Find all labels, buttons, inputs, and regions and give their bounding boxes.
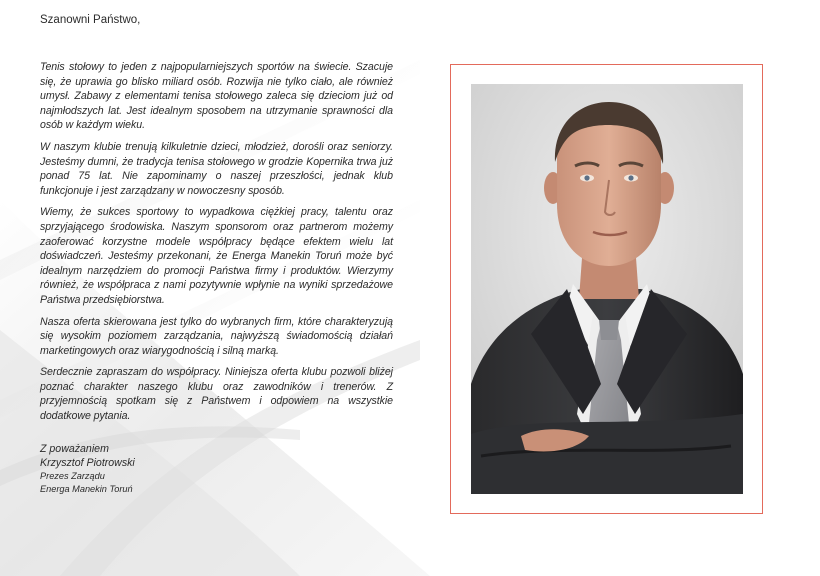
portrait-frame <box>450 64 763 514</box>
portrait-photo <box>471 84 743 494</box>
paragraph-5: Serdecznie zapraszam do współpracy. Niniejsza oferta klubu pozwoli bliżej poznać charakter naszego klubu oraz zawodników i trenerów. Z przyjemnością spotkam się z Państwem i odpowiem na wszystkie dodatkowe pytania. <box>40 366 393 423</box>
portrait-illustration <box>471 84 743 494</box>
signer-title: Prezes Zarządu <box>40 470 105 481</box>
paragraph-3: Wiemy, że sukces sportowy to wypadkowa ciężkiej pracy, talentu oraz sprzyjającego środowiska. Naszym sponsorom oraz partnerom możemy zaoferować korzystne modele współpracy będące efektem wielu lat doświadczeń. Jesteśmy przekonani, że Energa Manekin Toruń może być idealnym narzędziem do promocji Państwa firmy i produktów. Wierzymy również, że współpraca z nami pozytywnie wpłynie na wyniki sprzedażowe Państwa przedsiębiorstwa. <box>40 206 393 306</box>
signer-name: Krzysztof Piotrowski <box>40 456 135 469</box>
signature-block <box>40 442 393 496</box>
salutation: Szanowni Państwo, <box>40 14 141 26</box>
letter-body <box>40 14 393 496</box>
closing: Z poważaniem <box>40 442 109 455</box>
signer-org: Energa Manekin Toruń <box>40 483 133 494</box>
paragraph-2: W naszym klubie trenują kilkuletnie dzieci, młodzież, dorośli oraz seniorzy. Jesteśmy dumni, że tradycja tenisa stołowego w grodzie Kopernika trwa już ponad 75 lat. Nie zapominamy o naszej przeszłości, jednak klub funkcjonuje i jest zarządzany w nowoczesny sposób. <box>40 140 393 197</box>
paragraph-1: Tenis stołowy to jeden z najpopularniejszych sportów na świecie. Szacuje się, że uprawia go blisko miliard osób. Rozwija nie tylko ciało, ale również umysł. Zabawy z elementami tenisa stołowego zaleca się dzieciom już od najmłodszych lat. Jest idealnym sposobem na utrzymanie sprawności dla osób w każdym wieku. <box>40 61 393 132</box>
paragraph-4: Nasza oferta skierowana jest tylko do wybranych firm, które charakteryzują się wysokim poziomem zarządzania, najwyższą świadomością działań marketingowych oraz wiarygodnością i silną marką. <box>40 315 393 357</box>
